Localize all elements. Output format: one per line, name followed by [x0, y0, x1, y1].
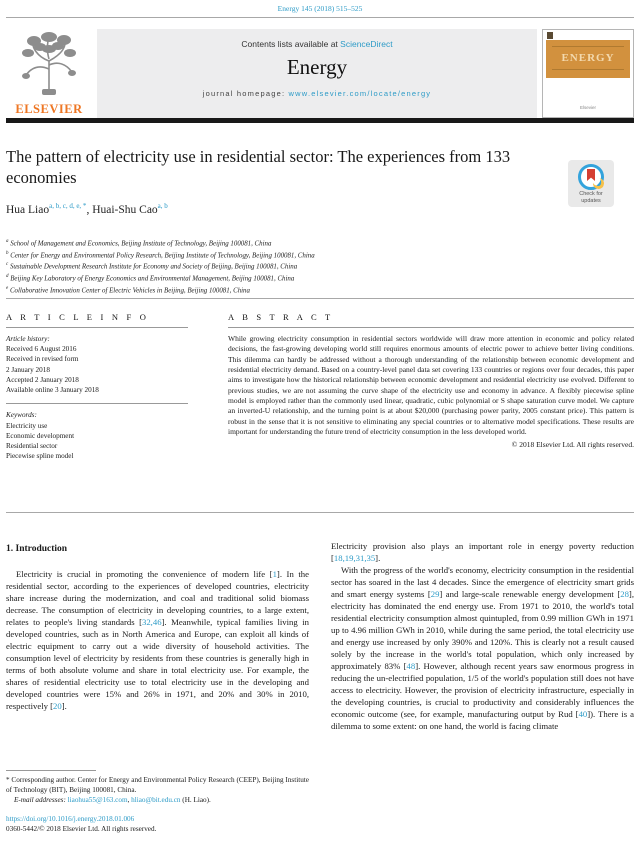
- citation-link[interactable]: 1: [272, 569, 277, 579]
- text-run: ].: [61, 701, 67, 711]
- contents-list-line: [97, 39, 537, 49]
- corresponding-author-text: * Corresponding author. Center for Energy and Environmental Policy Research (CEEP), Beijing Institute of Technology (BIT), Beijing 100081, China.: [6, 776, 309, 794]
- header-divider: [6, 17, 634, 18]
- author-2-affil-sup[interactable]: a, b: [157, 202, 168, 210]
- history-item: Available online 3 January 2018: [6, 386, 99, 395]
- text-run: ], electricity has dominated the end energy use. From 1971 to 2010, the world's total residential electricity consumption almost quintupled, from 0.99 million GWh in 1971 up to 4.96 million GWh in 2010, while during the same period, the total electricity use and energy use increased by only 390% and 120%. This is clearly not a result caused solely by the increase in the world's total population, which only increased by approximately 83% [: [331, 589, 634, 671]
- citation-link[interactable]: 28: [620, 589, 629, 599]
- article-title: The pattern of electricity use in residential sector: The experiences from 133 economies: [6, 147, 511, 188]
- body-right-column: [331, 540, 634, 732]
- affiliation-text: Sustainable Development Research Institute for Economy and Society of Beijing, Beijing 100081, China: [8, 263, 298, 271]
- intro-paragraph-1: [6, 568, 309, 712]
- email-link[interactable]: liaohua55@163.com: [67, 796, 128, 805]
- affiliation-sup: d: [6, 273, 9, 279]
- citation-link[interactable]: 40: [578, 709, 588, 719]
- sciencedirect-link[interactable]: ScienceDirect: [340, 39, 393, 49]
- keywords-label: Keywords:: [6, 411, 37, 420]
- history-item: 2 January 2018: [6, 365, 50, 374]
- abstract-text: While growing electricity consumption in residential sectors worldwide will draw more attention in economic and policy related decisions, the fast-growing developing world still requires enormous amounts of electric power to achieve better living conditions. This dilemma can hardly be addressed without a thorough understanding of the relationship between economic development and residential electricity demand. Based on a country-level panel data set covering 133 countries or regions over four decades, this paper aims to investigate how the historical relationship between economic development and residential electricity use evolved. Different to previous studies, we are not assuming the curve shape of the electricity use and economy in advance. A flexibly piecewise spline model is employed rather than the commonly used linear, quadratic, cubic polynomial or S shape saturation curve model. We capture an inverted-U relationship, and the turning point is at about $20,000 (purchasing power parity, 2005 constant price). This pattern is robust in the sense that it is not sensitive to eliminating any special countries or to alternative model specifications. These results are important for understanding the future trend of electricity consumption in the less developed world.: [228, 334, 634, 437]
- issn-copyright-line: 0360-5442/© 2018 Elsevier Ltd. All rights reserved.: [6, 825, 157, 834]
- affiliation-text: School of Management and Economics, Beijing Institute of Technology, Beijing 100081, China: [8, 240, 272, 248]
- citation-link[interactable]: 29: [430, 589, 440, 599]
- affiliation-text: Center for Energy and Environmental Policy Research, Beijing Institute of Technology, Beijing 100081, China: [8, 251, 315, 259]
- crossmark-icon: [578, 164, 604, 190]
- abstract-section: [228, 312, 634, 449]
- citation-link[interactable]: 32,46: [141, 617, 162, 627]
- intro-paragraph-3: [331, 564, 634, 732]
- text-run: ] and large-scale renewable energy development [: [439, 589, 621, 599]
- check-updates-label: [568, 191, 614, 205]
- history-item: Received 6 August 2016: [6, 345, 77, 354]
- cover-orange-band: [546, 40, 630, 78]
- journal-cover-thumbnail[interactable]: [542, 29, 634, 118]
- cover-corner-mark: [547, 32, 553, 39]
- abstract-bottom-divider: [6, 512, 634, 513]
- abstract-heading: A B S T R A C T: [228, 312, 334, 322]
- text-run: With the progress of the world's economy, electricity consumption in the residential sector has soared in the last 4 decades. Since the emergence of electricity smart grids and smart energy systems [: [331, 565, 634, 599]
- text-run: ,: [127, 796, 132, 805]
- homepage-prefix: journal homepage:: [202, 89, 289, 98]
- author-2: Huai-Shu Cao: [92, 203, 158, 216]
- citation-link[interactable]: 20: [53, 701, 62, 711]
- history-item: Accepted 2 January 2018: [6, 375, 79, 384]
- footnote-rule: [6, 770, 96, 771]
- check-for-updates-badge[interactable]: [568, 160, 614, 207]
- homepage-line: [97, 89, 537, 98]
- affiliation-item: [6, 250, 634, 262]
- author-1-affil-sup[interactable]: a, b, c, d, e, *: [49, 202, 87, 210]
- email-link[interactable]: hliao@bit.edu.cn: [131, 796, 181, 805]
- article-info-heading-rule: [6, 327, 188, 328]
- affiliation-text: Beijing Key Laboratory of Energy Economics and Environmental Management, Beijing 100081, China: [8, 275, 295, 283]
- article-info-section: [6, 312, 188, 461]
- journal-banner: [97, 29, 537, 118]
- citation-link[interactable]: 48: [406, 661, 416, 671]
- email-addresses-line: [6, 796, 309, 804]
- author-separator: ,: [86, 203, 93, 216]
- keyword-item: Residential sector: [6, 441, 58, 450]
- journal-header: [6, 29, 634, 118]
- text-run: Electricity provision also plays an important role in energy poverty reduction [: [331, 541, 634, 563]
- affiliations-divider: [6, 298, 634, 299]
- citation-link[interactable]: 18,19,31,35: [333, 553, 376, 563]
- elsevier-tree-icon: [18, 31, 80, 97]
- cover-rule-top: [552, 46, 624, 47]
- text-run: ]). There is a dilemma to some extent: on one hand, the world is facing climate: [331, 709, 634, 731]
- intro-paragraph-2: [331, 540, 634, 564]
- affiliations-list: [6, 238, 634, 296]
- keyword-item: Piecewise spline model: [6, 452, 74, 461]
- article-history-label: Article history:: [6, 335, 50, 343]
- affiliation-sup: b: [6, 250, 9, 256]
- abstract-copyright: © 2018 Elsevier Ltd. All rights reserved.: [511, 440, 634, 450]
- text-run: (H. Liao).: [180, 796, 211, 805]
- check-updates-line1: Check for: [579, 191, 603, 197]
- text-run: ]. However, although recent years saw enormous progress in reducing the un-electrified population, 1/5 of the world's population still does not have access to electricity. However, the provision of electricity infrastructure, especially in the developing countries, is crucial to productivity and considerably influences the economic outcome (see, for example, manufacturing output by Rud [: [331, 661, 634, 719]
- text-run: ]. In the residential sector, according to the experiences of developed countries, electricity share increase during the modernization, and coal and traditional solid biomass decrease. The consumption of electricity in developing countries, to a large extent, relates to people's living standards [: [6, 569, 309, 627]
- crossmark-bookmark-icon: [587, 169, 595, 181]
- affiliation-item: [6, 273, 634, 285]
- section-1-heading: 1. Introduction: [6, 544, 68, 554]
- article-footer: [6, 814, 156, 835]
- cover-rule-bottom: [552, 69, 624, 70]
- affiliation-text: Collaborative Innovation Center of Electric Vehicles in Beijing, Beijing 100081, China: [8, 286, 250, 294]
- affiliation-sup: e: [6, 285, 9, 291]
- journal-citation-header[interactable]: Energy 145 (2018) 515–525: [277, 4, 363, 13]
- homepage-url-link[interactable]: www.elsevier.com/locate/energy: [288, 89, 432, 98]
- abstract-heading-rule: [228, 327, 634, 328]
- keyword-item: Electricity use: [6, 421, 48, 430]
- affiliation-item: [6, 285, 634, 297]
- text-run: ]. Meanwhile, typical families living in developed countries, such as in North America and Europe, can exploit all kinds of electric equipment to carry out a wide diversity of household activities. The consumption level of electricity by residents from these countries is generally high in terms of both absolute volume and share in total electricity use. For example, the shares of residential electricity use to total electricity use in the developing and developed countries were 15% and 26% in 1971, and 20% and 30% in 2010, respectively [: [6, 617, 309, 711]
- elsevier-wordmark: ELSEVIER: [15, 102, 83, 116]
- contents-prefix: Contents lists available at: [241, 39, 341, 49]
- header-thick-bar: [6, 118, 634, 123]
- text-run: E-mail addresses:: [14, 796, 68, 805]
- corresponding-author-footnote: [6, 770, 309, 804]
- affiliation-item: [6, 238, 634, 250]
- article-info-heading: A R T I C L E I N F O: [6, 312, 150, 322]
- doi-link[interactable]: https://doi.org/10.1016/j.energy.2018.01.006: [6, 815, 135, 823]
- keyword-item: Economic development: [6, 431, 75, 440]
- affiliation-sup: c: [6, 262, 9, 268]
- keywords-divider: [6, 403, 188, 404]
- journal-name: Energy: [286, 55, 348, 79]
- elsevier-logo[interactable]: [6, 29, 92, 118]
- check-updates-line2: updates: [581, 198, 601, 205]
- cover-publisher-text: Elsevier: [579, 105, 596, 110]
- affiliation-sup: a: [6, 239, 9, 244]
- cover-journal-title: ENERGY: [561, 52, 615, 64]
- text-run: ].: [375, 553, 381, 563]
- body-left-column: [6, 540, 309, 712]
- history-item: Received in revised form: [6, 355, 79, 364]
- text-run: Electricity is crucial in promoting the convenience of modern life [: [16, 569, 273, 579]
- author-1: Hua Liao: [6, 203, 50, 216]
- author-line: [6, 202, 168, 216]
- affiliation-item: [6, 261, 634, 273]
